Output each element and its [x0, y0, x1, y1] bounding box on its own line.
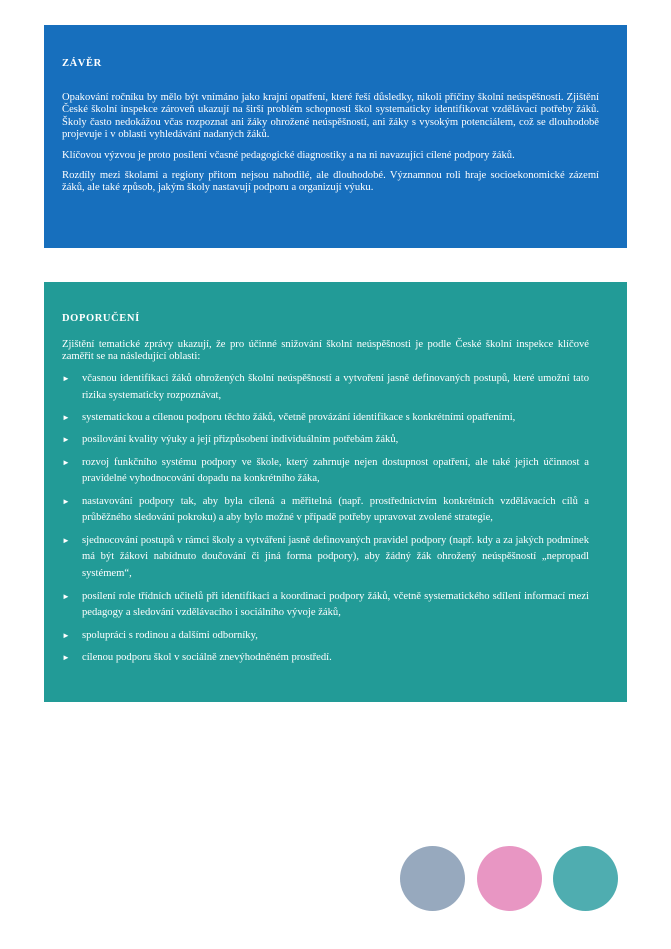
- bullet-triangle-icon: ►: [62, 535, 70, 545]
- recommendation-item: [62, 494, 589, 528]
- recommendation-item: [62, 371, 589, 405]
- recommendation-item: [62, 533, 589, 583]
- recommendation-text: včasnou identifikaci žáků ohrožených školní neúspěšností a vytvoření jasně definovaných postupů, které umožní tato rizika systematicky rozpoznávat,: [82, 372, 589, 401]
- doporuceni-heading: DOPORUČENÍ: [62, 313, 140, 324]
- zaver-paragraph-3: Rozdíly mezi školami a regiony přitom nejsou nahodilé, ale dlouhodobé. Významnou roli hraje socioekonomické zázemí žáků, ale také způsob, jakým školy nastavují podporu a organizují výuku.: [62, 170, 599, 194]
- recommendation-item: [62, 650, 589, 667]
- bullet-triangle-icon: ►: [62, 630, 70, 640]
- bullet-triangle-icon: ►: [62, 591, 70, 601]
- bullet-triangle-icon: ►: [62, 652, 70, 662]
- recommendation-list: [62, 371, 589, 667]
- zaver-heading: ZÁVĚR: [62, 58, 102, 69]
- bullet-triangle-icon: ►: [62, 496, 70, 506]
- recommendation-text: cílenou podporu škol v sociálně znevýhodněném prostředí.: [82, 651, 332, 663]
- bullet-triangle-icon: ►: [62, 435, 70, 445]
- recommendation-item: [62, 432, 589, 449]
- bullet-triangle-icon: ►: [62, 412, 70, 422]
- zaver-section: [44, 25, 627, 248]
- decorative-circle-teal: [553, 846, 618, 911]
- recommendation-text: posilování kvality výuky a její přizpůsobení individuálním potřebám žáků,: [82, 434, 399, 446]
- recommendation-item: [62, 410, 589, 427]
- bullet-triangle-icon: ►: [62, 457, 70, 467]
- recommendation-item: [62, 589, 589, 623]
- zaver-paragraph-2: Klíčovou výzvou je proto posílení včasné pedagogické diagnostiky a na ni navazujíci cílené podpory žáků.: [62, 149, 515, 161]
- recommendation-text: spolupráci s rodinou a dalšími odborníky,: [82, 629, 258, 641]
- recommendation-text: nastavování podpory tak, aby byla cílená a měřitelná (např. prostřednictvím konkrétních vzdělávacích cílů a průběžného sledování pokroku) a aby bylo možné v případě potřeby upravovat zvolené strategie,: [82, 495, 589, 524]
- recommendation-text: posílení role třídních učitelů při identifikaci a koordinaci podpory žáků, včetně systematického sdílení informací mezi pedagogy a sledování vzdělávacího i sociálního vývoje žáků,: [82, 590, 589, 619]
- decorative-circle-pink: [477, 846, 542, 911]
- zaver-paragraph-1: Opakování ročníku by mělo být vnímáno jako krajní opatření, které řeší důsledky, nikoli příčiny školní neúspěšnosti. Zjištění České školní inspekce zároveň ukazují na širší problém schopnosti škol systematicky identifikovat vzdělávací potřeby žáků. Školy často nedokážou včas rozpoznat ani žáky ohrožené neúspěšností, ani žáky s vysokým potenciálem, což se dlouhodobě projevuje i v oblasti vyhledávání nadaných žáků.: [62, 92, 599, 141]
- recommendation-item: [62, 455, 589, 489]
- recommendation-item: [62, 628, 589, 645]
- bullet-triangle-icon: ►: [62, 373, 70, 383]
- recommendation-text: rozvoj funkčního systému podpory ve škole, který zahrnuje nejen dostupnost opatření, ale také jejich účinnost a pravidelné vyhodnocování dopadu na konkrétního žáka,: [82, 456, 589, 485]
- doporuceni-section: [44, 282, 627, 702]
- doporuceni-intro: Zjištění tematické zprávy ukazují, že pro účinné snižování školní neúspěšnosti je podle České školní inspekce klíčové zaměřit se na následující oblasti:: [62, 339, 589, 363]
- recommendation-text: systematickou a cílenou podporu těchto žáků, včetně provázání identifikace s konkrétními opatřeními,: [82, 411, 516, 423]
- decorative-circle-grey: [400, 846, 465, 911]
- recommendation-text: sjednocování postupů v rámci školy a vytváření jasně definovaných pravidel podpory (např. kdy a za jakých podmínek má být žákovi nabídnuto doučování či jiná forma podpory), aby žádný žák ohrožený neúspěšností „nepropadl systémem“,: [82, 534, 589, 580]
